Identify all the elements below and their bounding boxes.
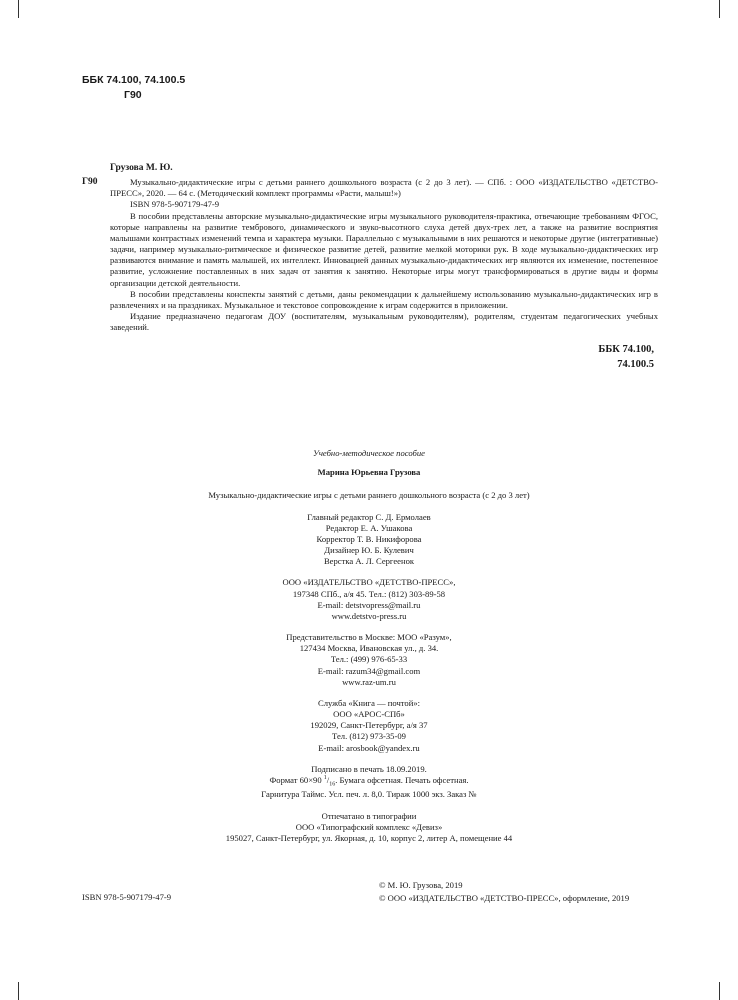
print-info	[0, 764, 738, 801]
mail-service-line: Служба «Книга — почтой»:	[317, 697, 421, 708]
author-mark: Г90	[124, 89, 142, 102]
book-title: Музыкально-дидактические игры с детьми раннего дошкольного возраста (с 2 до 3 лет)	[208, 490, 530, 501]
bbk-right	[598, 342, 654, 372]
genre: Учебно-методическое пособие	[313, 448, 425, 458]
moscow-line: 127434 Москва, Ивановская ул., д. 34.	[299, 643, 439, 654]
abstract-paragraph-1: В пособии представлены авторские музыкально-дидактические игры музыкального руководителя-практика, отвечающие требованиям ФГОС, которые направлены на развитие тембрового, динамического и звуко-высотного слуха детей двух-трех лет, а также на развитие восприятия малышами контрастных изменений темпа и характера музыки. Параллельно с музыкальными в них решаются и некоторые другие (интегративные) задачи, например музыкально-ритмическое и физическое развитие детей, развитие мелкой моторики рук. В ходе музыкально-дидактических игр развиваются внимание и память малышей, их интеллект. Инновацией данных музыкально-дидактических игр являются их изменение, постепенное развитие, усложнение поставленных в них задач от занятия к занятию. Некоторые игры могут трансформироваться в другие виды и формы организации детской деятельности.	[110, 210, 658, 288]
format-line: Формат 60×90 $^1/_{16}$. Бумага офсетная. Печать офсетная.	[269, 774, 469, 788]
staff-line: Корректор Т. В. Никифорова	[316, 533, 422, 544]
abstract-paragraph-2: В пособии представлены конспекты занятий с детьми, даны рекомендации к дальнейшему использованию музыкально-дидактических игр в развлечениях и на праздниках. Музыкальное и текстовое сопровождение к играм содержится в приложении.	[110, 288, 658, 310]
author-full-name: Марина Юрьевна Грузова	[317, 467, 421, 478]
moscow-line: Тел.: (499) 976-65-33	[330, 654, 408, 665]
crop-mark-bottom-left	[18, 982, 19, 1000]
format-prefix: Формат 60×90	[269, 774, 324, 785]
catalog-author: Грузова М. Ю.	[110, 163, 173, 173]
copyright-author: © М. Ю. Грузова, 2019	[379, 880, 463, 890]
mail-service	[0, 698, 738, 754]
crop-mark-top-right	[719, 0, 720, 18]
imprint-block	[0, 448, 738, 844]
isbn-line: ISBN 978-5-907179-47-9	[130, 199, 220, 210]
mail-service-line: Тел. (812) 973-35-09	[332, 731, 406, 742]
format-numerator: 1	[323, 775, 327, 782]
bibliographic-description: Музыкально-дидактические игры с детьми раннего дошкольного возраста (с 2 до 3 лет). — СПб. : ООО «ИЗДАТЕЛЬСТВО «ДЕТСТВО-ПРЕСС», 2020. — 64 с. (Методический комплект программы «Расти, малыш!»)	[110, 177, 658, 199]
crop-mark-top-left	[18, 0, 19, 18]
moscow-line: Представительство в Москве: МОО «Разум»,	[286, 632, 452, 643]
moscow-office	[0, 632, 738, 688]
staff-line: Главный редактор С. Д. Ермолаев	[307, 511, 431, 522]
bbk-right-line-1: ББК 74.100,	[598, 344, 654, 355]
typeface-line: Гарнитура Таймс. Усл. печ. л. 8,0. Тираж 1000 экз. Заказ №	[261, 789, 477, 800]
printing-line: 195027, Санкт-Петербург, ул. Якорная, д. 10, корпус 2, литер А, помещение 44	[225, 832, 513, 843]
publisher-line: ООО «ИЗДАТЕЛЬСТВО «ДЕТСТВО-ПРЕСС»,	[282, 577, 456, 588]
copyright-publisher: © ООО «ИЗДАТЕЛЬСТВО «ДЕТСТВО-ПРЕСС», оформление, 2019	[379, 893, 630, 904]
footer-isbn: ISBN 978-5-907179-47-9	[82, 892, 172, 902]
bbk-right-line-2: 74.100.5	[617, 359, 654, 371]
printing-line: Отпечатано в типографии	[321, 810, 417, 821]
printing-house	[0, 811, 738, 845]
publisher-line: www.detstvo-press.ru	[331, 610, 407, 621]
signed-date: Подписано в печать 18.09.2019.	[311, 763, 427, 774]
format-suffix: . Бумага офсетная. Печать офсетная.	[335, 774, 469, 785]
staff-line: Редактор Е. А. Ушакова	[325, 522, 413, 533]
staff-list	[0, 512, 738, 568]
mail-service-line: 192029, Санкт-Петербург, а/я 37	[310, 720, 428, 731]
mail-service-line: ООО «АРОС-СПб»	[333, 709, 405, 720]
publisher-line: 197348 СПб., а/я 45. Тел.: (812) 303-89-58	[292, 588, 446, 599]
bbk-index: ББК 74.100, 74.100.5	[82, 74, 186, 86]
crop-mark-bottom-right	[719, 982, 720, 1000]
catalog-code: Г90	[82, 177, 98, 187]
publisher-line: E-mail: detstvopress@mail.ru	[317, 599, 421, 610]
catalog-abstract	[110, 177, 658, 333]
bbk-header	[82, 73, 185, 103]
moscow-line: E-mail: razum34@gmail.com	[317, 665, 421, 676]
publisher-info	[0, 577, 738, 622]
staff-line: Дизайнер Ю. Б. Кулевич	[324, 545, 414, 556]
abstract-paragraph-3: Издание предназначено педагогам ДОУ (воспитателям, музыкальным руководителям), родителям, студентам педагогических учебных заведений.	[110, 311, 658, 333]
printing-line: ООО «Типографский комплекс «Девиз»	[295, 821, 443, 832]
copyright-block	[379, 879, 629, 906]
format-denominator: 16	[329, 781, 336, 788]
moscow-line: www.raz-um.ru	[342, 676, 396, 687]
mail-service-line: E-mail: arosbook@yandex.ru	[318, 742, 420, 753]
staff-line: Верстка А. Л. Сергеенок	[323, 556, 415, 567]
